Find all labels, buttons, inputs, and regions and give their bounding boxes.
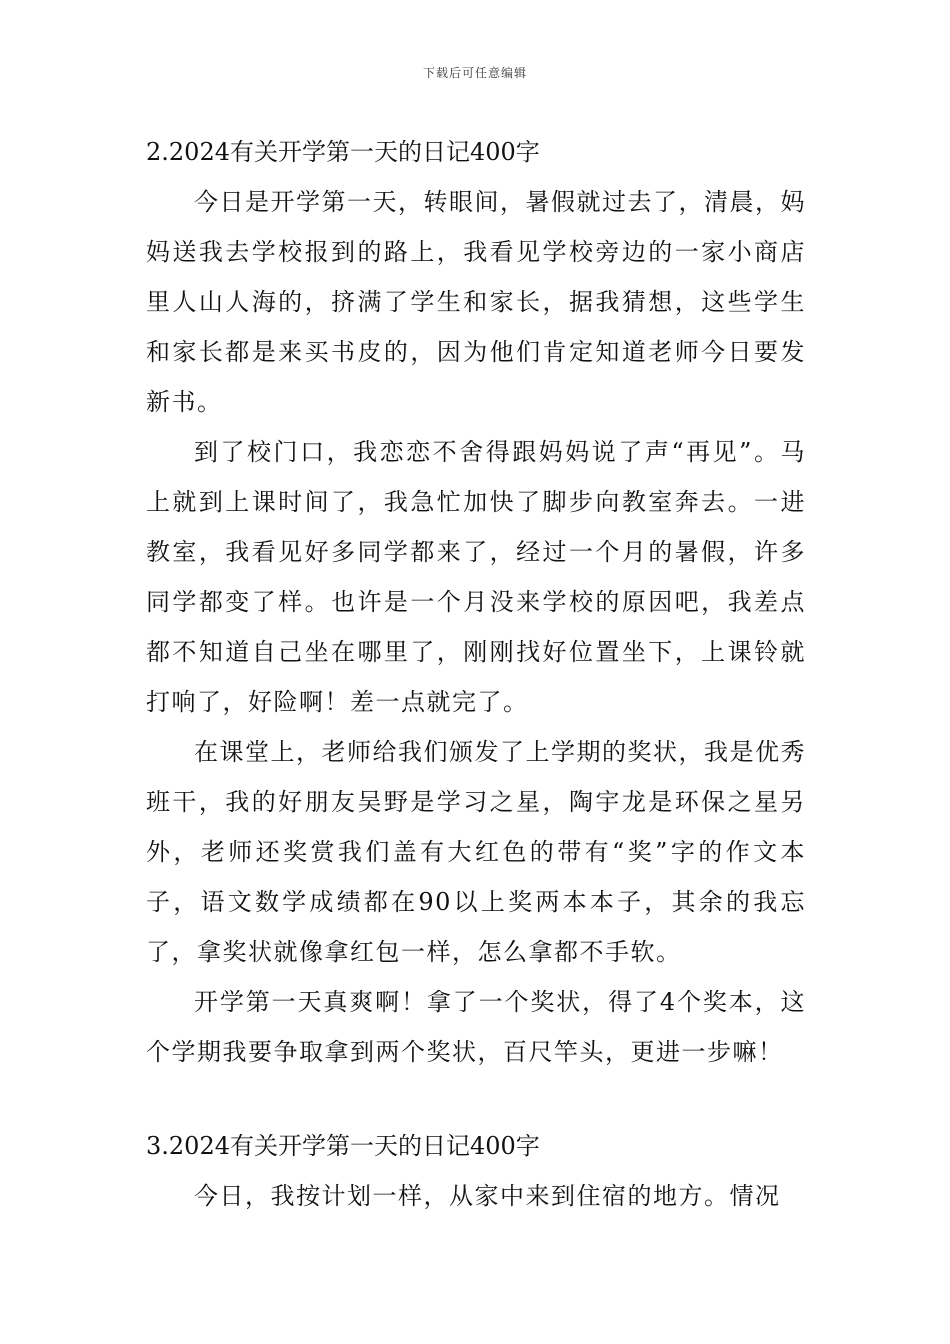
paragraph: 今日是开学第一天，转眼间，暑假就过去了，清晨，妈妈送我去学校报到的路上，我看见学校旁边的一家小商店里人山人海的，挤满了学生和家长，据我猜想，这些学生和家长都是来买书皮的，因为他们肯定知道老师今日要发新书。: [146, 188, 806, 416]
paragraph: 到了校门口，我恋恋不舍得跟妈妈说了声“再见”。马上就到上课时间了，我急忙加快了脚步向教室奔去。一进教室，我看见好多同学都来了，经过一个月的暑假，许多同学都变了样。也许是一个月没来学校的原因吧，我差点都不知道自己坐在哪里了，刚刚找好位置坐下，上课铃就打响了，好险啊！差一点就完了。: [146, 438, 806, 716]
paragraph: 今日，我按计划一样，从家中来到住宿的地方。情况: [194, 1182, 781, 1210]
diary-section-2: [146, 127, 806, 1077]
section-spacer: [146, 1077, 806, 1121]
paragraph: 在课堂上，老师给我们颁发了上学期的奖状，我是优秀班干，我的好朋友吴野是学习之星，陶宇龙是环保之星另外，老师还奖赏我们盖有大红色的带有“奖”字的作文本子，语文数学成绩都在90以上奖两本本子，其余的我忘了，拿奖状就像拿红包一样，怎么拿都不手软。: [146, 738, 806, 966]
paragraph: 开学第一天真爽啊！拿了一个奖状，得了4个奖本，这个学期我要争取拿到两个奖状，百尺竿头，更进一步嘛！: [146, 988, 806, 1066]
page-header: 下载后可任意编辑: [422, 66, 527, 80]
diary-section-3: [146, 1121, 806, 1221]
document-body: [146, 127, 806, 1221]
section-heading: 2.2024有关开学第一天的日记400字: [146, 138, 540, 166]
section-heading: 3.2024有关开学第一天的日记400字: [146, 1132, 540, 1160]
